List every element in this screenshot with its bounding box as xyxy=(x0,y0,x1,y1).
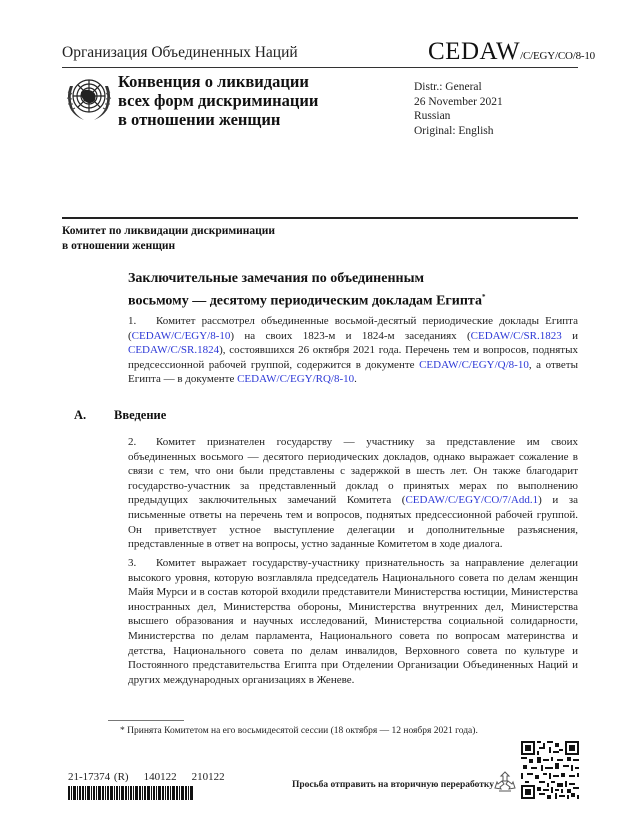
link-cedaw-c-sr-1823[interactable]: CEDAW/C/SR.1823 xyxy=(470,329,562,342)
document-symbol xyxy=(428,38,595,66)
paragraph-2: 2. Комитет признателен государству — участнику за представление им своих объединенных восьмого — десятого периодических докладов, однако выражает сожаление в связи с тем, что они были представлены с задержкой в шесть лет. Он также благодарит государство-участник за представленный доклад о принятых мерах по выполнению предыдущих заключительных замечаний Комитета (CEDAW/C/EGY/CO/7/Add.1) и за письменные ответы на перечень тем и вопросов, поднятых предсессионной рабочей группой. Он приветствует устное выступление делегации и дополнительные разъяснения, представленные в ответ на вопросы, устно заданные Комитетом в ходе диалога. xyxy=(128,436,578,551)
distribution-info xyxy=(414,80,503,138)
paragraph-number: 1. xyxy=(128,315,137,327)
job-number: 21-17374 (R) 140122 210122 xyxy=(68,771,225,783)
barcode-icon xyxy=(68,786,216,800)
convention-title-line: всех форм дискриминации xyxy=(118,91,319,110)
footnote-marker[interactable]: * xyxy=(481,293,486,301)
convention-title-line: Конвенция о ликвидации xyxy=(118,72,309,91)
qr-code-icon xyxy=(521,741,579,799)
symbol-main: CEDAW xyxy=(428,38,521,65)
footnote-marker: * xyxy=(120,726,125,736)
paragraph-number: 2. xyxy=(128,436,137,448)
paragraph-3: 3. Комитет выражает государству-участнику признательность за направление делегации высокого уровня, которую возглавляла председатель Национального совета по делам женщин Майя Мурси и в состав которой входили представители Министерства юстиции, Министерства иностранных дел, Министерства обороны, Министерства внутренних дел, Министерства высшего образования и научных исследований, Министерства социальной солидарности, Министерства по делам парламента, Национального совета по вопросам материнства и детства, Национального совета по делам инвалидов, Верховного совета по культуре и Постоянного представительства Египта при Отделении Организации Объединенных Наций и других международных организациях в Женеве. xyxy=(128,557,578,686)
organization-name: Организация Объединенных Наций xyxy=(62,44,298,61)
link-cedaw-c-egy-rq-8-10[interactable]: CEDAW/C/EGY/RQ/8-10 xyxy=(237,373,355,386)
paragraph-1: 1. Комитет рассмотрел объединенные восьмой-десятый периодические доклады Египта (CEDAW/C/EGY/8-10) на своих 1823-м и 1824-м заседаниях (CEDAW/C/SR.1823 и CEDAW/C/SR.1824), состоявшихся 26 октября 2021 года. Перечень тем и вопросов, поднятых предсессионной рабочей группой, содержится в документе CEDAW/C/EGY/Q/8-10, а ответы Египта — в документе CEDAW/C/EGY/RQ/8-10. xyxy=(128,315,578,386)
convention-title xyxy=(118,72,318,129)
header-rule xyxy=(62,67,578,68)
document-title-line: Заключительные замечания по объединенным xyxy=(128,271,425,286)
section-title: Введение xyxy=(114,408,167,422)
link-cedaw-c-egy-q-8-10[interactable]: CEDAW/C/EGY/Q/8-10 xyxy=(419,358,529,371)
convention-title-line: в отношении женщин xyxy=(118,110,281,129)
footnote-rule xyxy=(108,720,184,721)
committee-name xyxy=(62,224,275,254)
document-language: Russian xyxy=(414,110,451,122)
committee-line: в отношении женщин xyxy=(62,240,176,252)
committee-line: Комитет по ликвидации дискриминации xyxy=(62,225,276,237)
document-title-line: восьмому — десятому периодическим докладам Египта* xyxy=(128,293,486,309)
recycle-icon xyxy=(492,770,518,796)
document-title xyxy=(128,270,485,311)
link-cedaw-c-sr-1824[interactable]: CEDAW/C/SR.1824 xyxy=(128,344,220,357)
paragraph-number: 3. xyxy=(128,557,137,569)
footnote xyxy=(120,726,478,736)
un-emblem-icon xyxy=(64,72,114,124)
section-heading-a xyxy=(74,408,166,423)
footnote-text: Принята Комитетом на его восьмидесятой сессии (18 октября — 12 ноября 2021 года). xyxy=(127,726,478,736)
recycle-notice: Просьба отправить на вторичную переработку xyxy=(292,780,494,790)
link-cedaw-c-egy-8-10[interactable]: CEDAW/C/EGY/8-10 xyxy=(131,329,231,342)
original-language: Original: English xyxy=(414,124,494,137)
distribution-type: Distr.: General xyxy=(414,81,482,93)
document-date: 26 November 2021 xyxy=(414,95,503,108)
symbol-suffix: /C/EGY/CO/8-10 xyxy=(520,50,595,62)
section-letter: A. xyxy=(74,408,87,422)
section-rule xyxy=(62,217,578,219)
link-cedaw-c-egy-co-7-add1[interactable]: CEDAW/C/EGY/CO/7/Add.1 xyxy=(405,494,539,507)
